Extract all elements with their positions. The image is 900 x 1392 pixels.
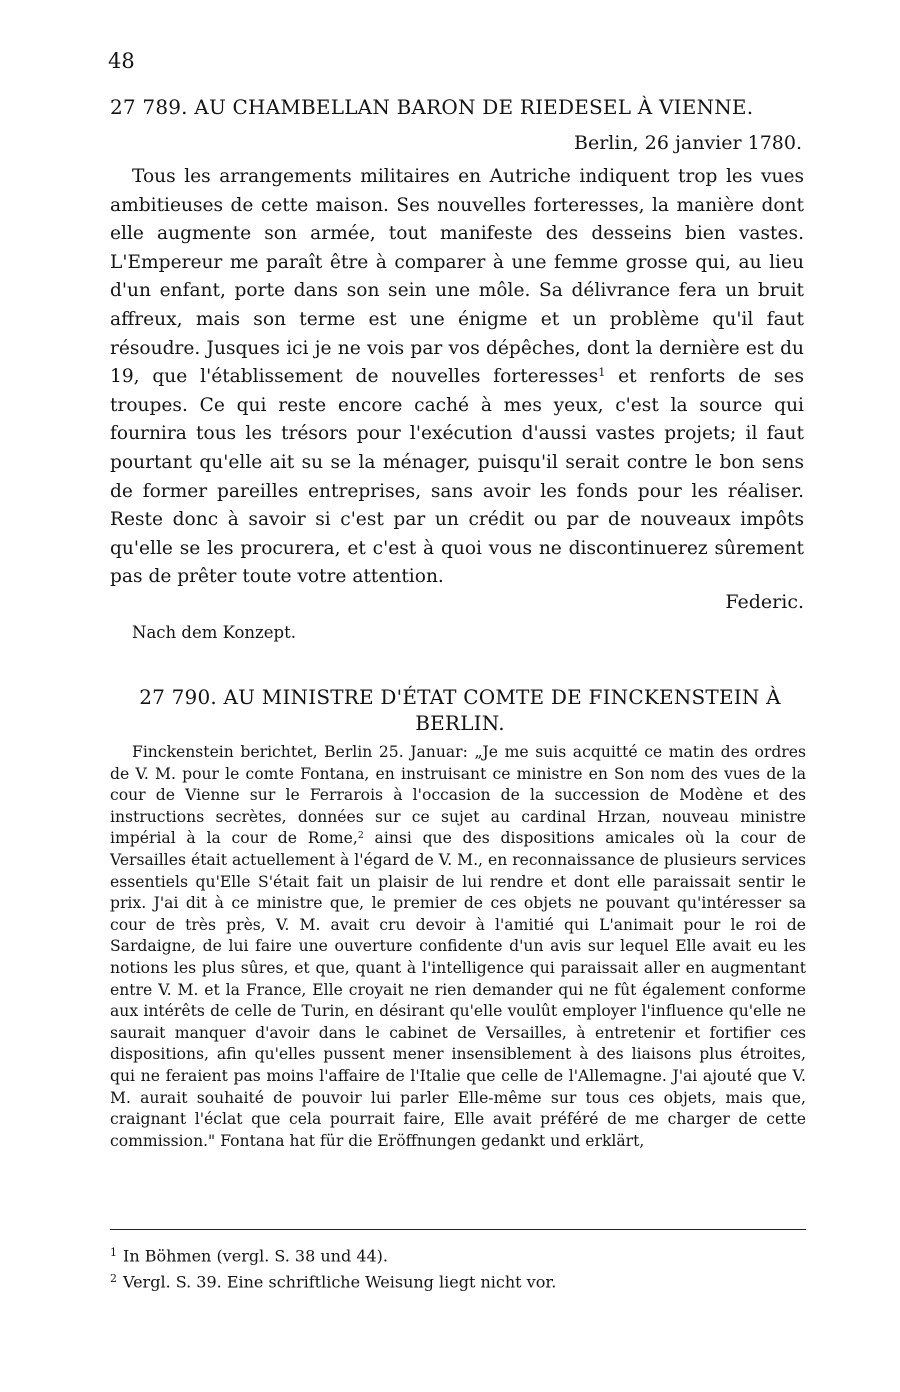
footnote-text: Vergl. S. 39. Eine schriftliche Weisung liegt nicht vor. xyxy=(123,1272,557,1292)
footnote-1 xyxy=(110,1242,388,1268)
report-part1: Finckenstein berichtet, Berlin 25. Januar: „Je me suis acquitté ce matin des ordres de V. M. pour le comte Fontana, en instruisant ce ministre en Son nom des vues de la cour de Vienne sur le Ferrarois à l'occasion de la succession de Modène et des instructions secrètes, données sur ce sujet au cardinal Hrzan, nouveau ministre impérial à la cour de Rome, xyxy=(110,743,806,848)
footnote-ref-1: 1 xyxy=(598,366,606,380)
report-text-27790 xyxy=(110,742,806,1152)
report-part2: ainsi que des dispositions amicales où la cour de Versailles était actuellement à l'égard de V. M., en reconnaissance de plusieurs services essentiels qu'Elle S'était fait un plaisir de lui rendre et dont elle paraissait sentir le prix. J'ai dit à ce ministre que, le premier de ces objets ne pouvant qu'intéresser sa cour de très près, V. M. avait cru devoir à l'amitié qui L'animait pour le roi de Sardaigne, de lui faire une ouverture confidente d'un avis sur lequel Elle avait eu les notions les plus sûres, et que, quant à l'intelligence qui paraissait aller en augmentant entre V. M. et la France, Elle croyait ne rien demander qui ne fût également conforme aux intérêts de celle de Turin, en désirant qu'elle voulût employer l'influence qu'elle ne saurait manquer d'avoir dans le cabinet de Versailles, à entretenir et fortifier ces dispositions, afin qu'elles pussent mener insensiblement à des liaisons plus étroites, qui ne feraient pas moins l'affaire de l'Italie que celle de l'Allemagne. J'ai ajouté que V. M. aurait souhaité de pouvoir lui parler Elle-même sur tous ces objets, mais que, craignant l'éclat que cela pourrait faire, Elle avait préféré de me charger de cette commission." Fontana hat für die Eröffnungen gedankt und erklärt, xyxy=(110,829,806,1150)
footnote-2 xyxy=(110,1268,556,1294)
letter-heading-27789: 27 789. AU CHAMBELLAN BARON DE RIEDESEL À VIENNE. xyxy=(110,95,754,119)
source-note: Nach dem Konzept. xyxy=(132,623,296,642)
footnote-text: In Böhmen (vergl. S. 38 und 44). xyxy=(123,1246,388,1266)
footnote-divider xyxy=(110,1229,806,1230)
dateline: Berlin, 26 janvier 1780. xyxy=(574,132,802,154)
page-number: 48 xyxy=(108,49,135,73)
signature: Federic. xyxy=(725,591,804,613)
footnote-mark: 1 xyxy=(110,1246,117,1259)
letter-heading-27790: 27 790. AU MINISTRE D'ÉTAT COMTE DE FINCKENSTEIN À BERLIN. xyxy=(139,685,781,735)
letter-body-part2: et renforts de ses troupes. Ce qui reste encore caché à mes yeux, c'est la source qui fournira tous les trésors pour l'exécution d'aussi vastes projets; il faut pourtant qu'elle ait su se la ménager, puisqu'il serait contre le bon sens de former pareilles entreprises, sans avoir les fonds pour les réaliser. Reste donc à savoir si c'est par un crédit ou par de nouveaux impôts qu'elle se les procurera, et c'est à quoi vous ne discontinuerez sûrement pas de prêter toute votre attention. xyxy=(110,366,804,588)
footnote-ref-2: 2 xyxy=(357,830,364,842)
letter-body-part1: Tous les arrangements militaires en Autriche indiquent trop les vues ambitieuses de cette maison. Ses nouvelles forteresses, la manière dont elle augmente son armée, tout manifeste des desseins bien vastes. L'Empereur me paraît être à comparer à une femme grosse qui, au lieu d'un enfant, porte dans son sein une môle. Sa délivrance fera un bruit affreux, mais son terme est une énigme et un problème qu'il faut résoudre. Jusques ici je ne vois par vos dépêches, dont la dernière est du 19, que l'établissement de nouvelles forteresses xyxy=(110,166,804,388)
footnote-mark: 2 xyxy=(110,1272,117,1285)
letter-body-27789 xyxy=(110,163,804,592)
